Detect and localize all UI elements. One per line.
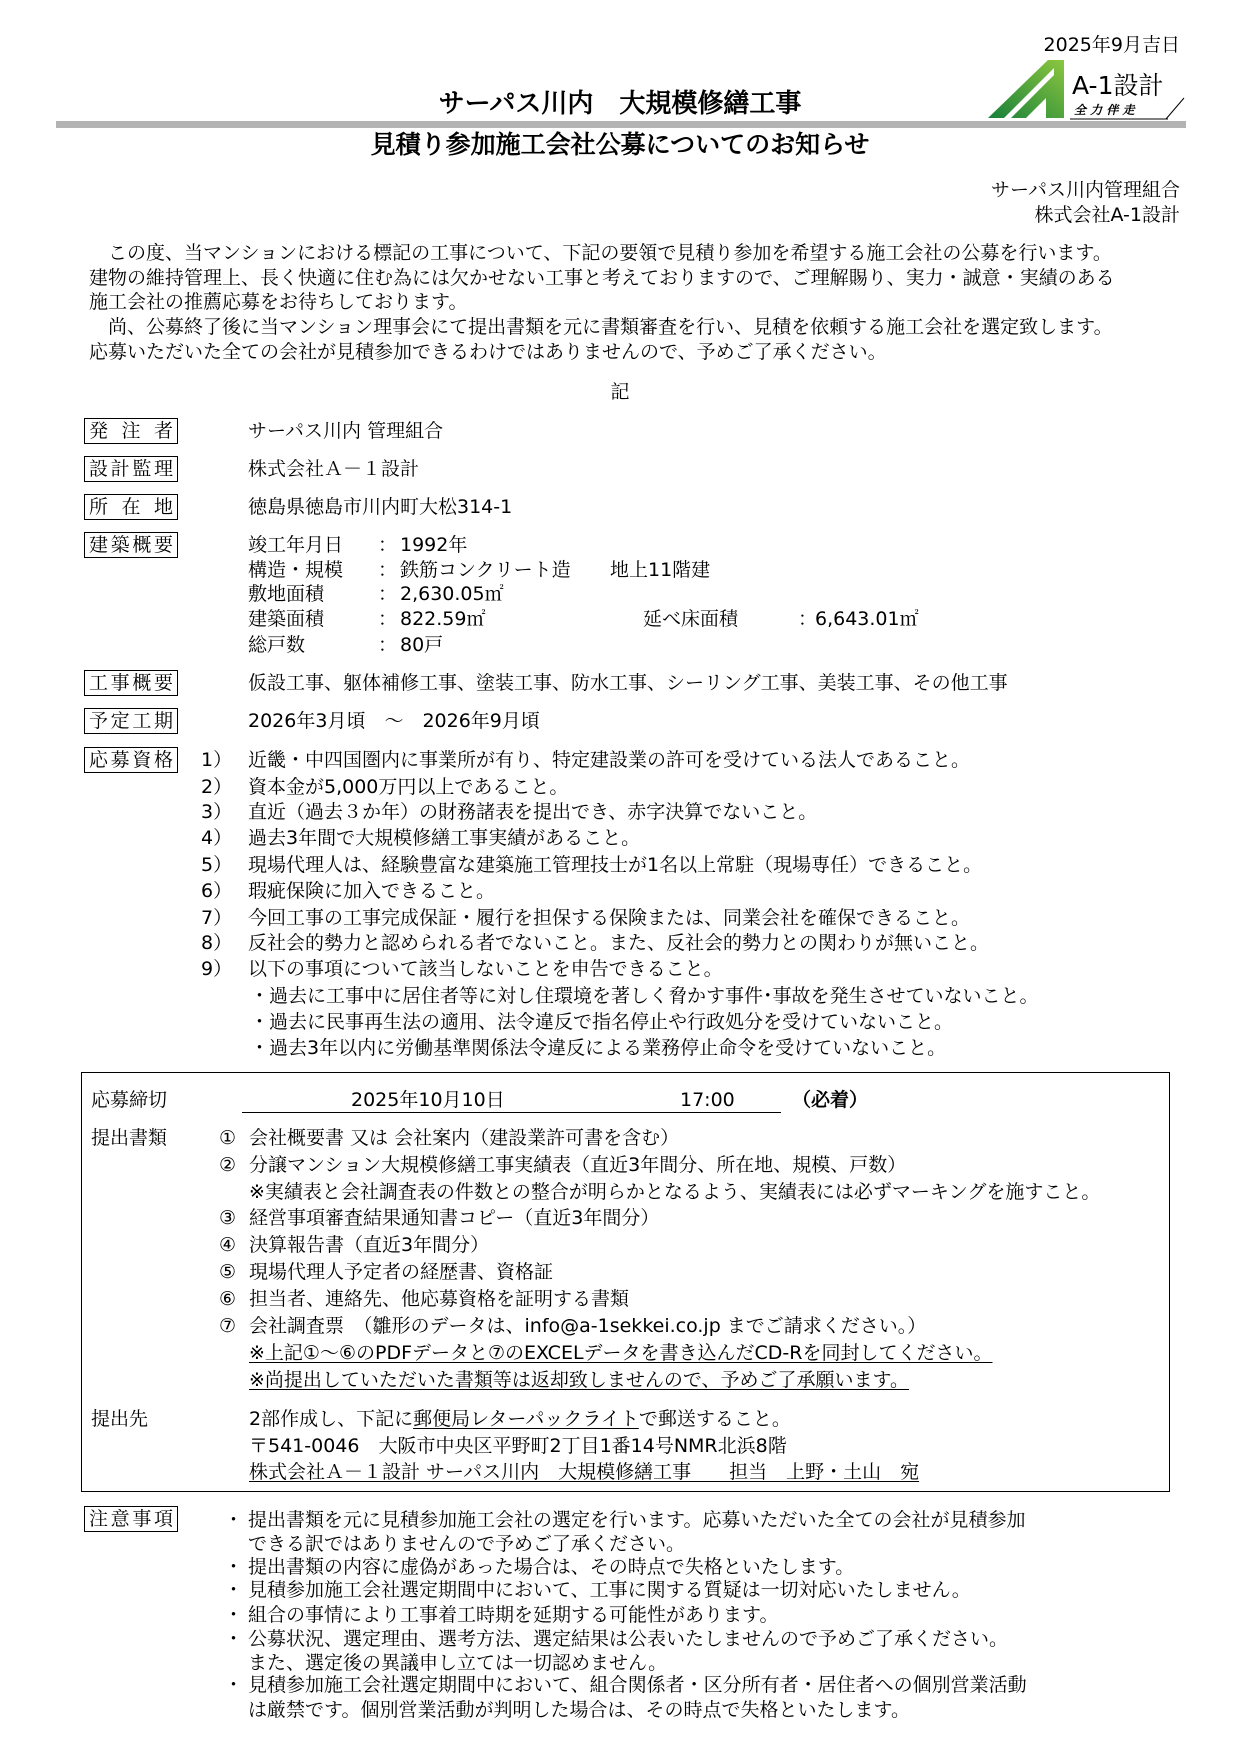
intro-line: この度、当マンションにおける標記の工事について、下記の要領で見積り参加を希望する施工会社の公募を行います。 bbox=[108, 242, 1112, 264]
issuer-company: 株式会社A-1設計 bbox=[1034, 204, 1180, 226]
structure-label: 構造・規模 bbox=[248, 559, 344, 581]
note-line: 公募状況、選定理由、選考方法、選定結果は公表いたしませんので予めご了承ください。 bbox=[248, 1628, 1009, 1650]
note-line: 見積参加施工会社選定期間中において、組合関係者・区分所有者・居住者への個別営業活動 bbox=[248, 1674, 1027, 1696]
bullet-icon: ・ bbox=[224, 1604, 244, 1626]
bullet-icon: ・ bbox=[224, 1628, 244, 1650]
client-label: 発 注 者 bbox=[84, 418, 178, 444]
notes-label: 注意事項 bbox=[84, 1506, 178, 1532]
separator: ： bbox=[378, 534, 398, 556]
qualification-text: 反社会的勢力と認められる者でないこと。また、反社会的勢力との関わりが無いこと。 bbox=[248, 932, 990, 954]
qualification-number: 9） bbox=[201, 958, 233, 980]
destination-label: 提出先 bbox=[91, 1408, 149, 1430]
ki-heading: 記 bbox=[610, 381, 630, 403]
document-number: ② bbox=[219, 1154, 237, 1176]
total-floor-area-label: 延べ床面積 bbox=[643, 608, 739, 630]
documents-label: 提出書類 bbox=[91, 1127, 168, 1149]
intro-line: 応募いただいた全ての会社が見積参加できるわけではありませんので、予めご了承ください。 bbox=[89, 341, 887, 363]
qualification-text: 瑕疵保険に加入できること。 bbox=[248, 880, 496, 902]
qualification-number: 8） bbox=[201, 932, 233, 954]
note-line: 組合の事情により工事着工時期を延期する可能性があります。 bbox=[248, 1604, 779, 1626]
mail-method: 郵便局レターパックライト bbox=[413, 1408, 639, 1430]
bullet-icon: ・ bbox=[224, 1509, 244, 1531]
design-supervision-value: 株式会社Ａ－１設計 bbox=[248, 458, 420, 480]
building-area-label: 建築面積 bbox=[248, 608, 325, 630]
qualification-number: 1） bbox=[201, 749, 233, 771]
separator: ： bbox=[378, 559, 398, 581]
bullet-icon: ・ bbox=[224, 1579, 244, 1601]
note-line: は厳禁です。個別営業活動が判明した場合は、その時点で失格といたします。 bbox=[248, 1699, 910, 1721]
document-text: 現場代理人予定者の経歴書、資格証 bbox=[249, 1261, 554, 1283]
qualification-text: 現場代理人は、経験豊富な建築施工管理技士が1名以上常駐（現場専任）できること。 bbox=[248, 854, 983, 876]
qualification-sub-item: ・過去に民事再生法の適用、法令違反で指名停止や行政処分を受けていないこと。 bbox=[250, 1011, 954, 1033]
location-value: 徳島県徳島市川内町大松314-1 bbox=[248, 496, 513, 518]
completion-value: 1992年 bbox=[400, 534, 468, 556]
destination-addressee: 株式会社Ａ－１設計 サーパス川内 大規模修繕工事 担当 上野・土山 宛 bbox=[249, 1461, 920, 1483]
note-line: 見積参加施工会社選定期間中において、工事に関する質疑は一切対応いたしません。 bbox=[248, 1579, 971, 1601]
instruction-before: 2部作成し、下記に bbox=[249, 1408, 414, 1430]
completion-label: 竣工年月日 bbox=[248, 534, 344, 556]
units-value: 80戸 bbox=[400, 634, 444, 656]
note-line: 提出書類の内容に虚偽があった場合は、その時点で失格といたします。 bbox=[248, 1556, 855, 1578]
document-number: ⑦ bbox=[219, 1315, 237, 1337]
building-area-value: 822.59㎡ bbox=[400, 608, 486, 630]
logo-tagline: 全 力 伴 走 bbox=[1074, 103, 1135, 117]
bullet-icon: ・ bbox=[224, 1556, 244, 1578]
document-text: 担当者、連絡先、他応募資格を証明する書類 bbox=[249, 1288, 630, 1310]
deadline-time: 17:00 bbox=[680, 1089, 735, 1111]
document-number: ① bbox=[219, 1127, 237, 1149]
work-value: 仮設工事、躯体補修工事、塗装工事、防水工事、シーリング工事、美装工事、その他工事 bbox=[248, 672, 1008, 694]
qualifications-label: 応募資格 bbox=[84, 747, 178, 773]
note-line: 提出書類を元に見積参加施工会社の選定を行います。応募いただいた全ての会社が見積参加 bbox=[248, 1509, 1026, 1531]
destination-address: 〒541-0046 大阪市中央区平野町2丁目1番14号NMR北浜8階 bbox=[249, 1435, 787, 1457]
document-number: ⑤ bbox=[219, 1261, 237, 1283]
qualification-text: 今回工事の工事完成保証・履行を担保する保険または、同業会社を確保できること。 bbox=[248, 907, 971, 929]
location-label: 所 在 地 bbox=[84, 494, 178, 520]
floors-value: 地上11階建 bbox=[610, 559, 711, 581]
issue-date: 2025年9月吉日 bbox=[1043, 34, 1180, 56]
deadline-note: （必着） bbox=[792, 1089, 869, 1111]
document-number: ③ bbox=[219, 1207, 237, 1229]
qualification-text: 以下の事項について該当しないことを申告できること。 bbox=[248, 958, 723, 980]
destination-instruction bbox=[249, 1407, 791, 1431]
site-area-value: 2,630.05㎡ bbox=[400, 583, 504, 605]
qualification-text: 過去3年間で大規模修繕工事実績があること。 bbox=[248, 827, 641, 849]
design-supervision-label: 設計監理 bbox=[84, 456, 178, 482]
issuer-association: サーパス川内管理組合 bbox=[990, 179, 1180, 201]
qualification-sub-item: ・過去に工事中に居住者等に対し住環境を著しく脅かす事件･事故を発生させていないこと。 bbox=[250, 985, 1039, 1007]
intro-line: 施工会社の推薦応募をお待ちしております。 bbox=[89, 291, 468, 313]
document-text: 経営事項審査結果通知書コピー（直近3年間分） bbox=[249, 1207, 660, 1229]
site-area-label: 敷地面積 bbox=[248, 583, 325, 605]
page-title: サーパス川内 大規模修繕工事 bbox=[438, 89, 802, 119]
qualification-text: 直近（過去３か年）の財務諸表を提出でき、赤字決算でないこと。 bbox=[248, 801, 818, 823]
units-label: 総戸数 bbox=[248, 634, 306, 656]
intro-line: 建物の維持管理上、長く快適に住む為には欠かせない工事と考えておりますので、ご理解賜り、実力・誠意・実績のある bbox=[89, 267, 1115, 289]
total-floor-area-value: 6,643.01㎡ bbox=[815, 608, 919, 630]
work-label: 工事概要 bbox=[84, 670, 178, 696]
structure-value: 鉄筋コンクリート造 bbox=[400, 559, 571, 581]
qualification-number: 2） bbox=[201, 776, 233, 798]
deadline-date: 2025年10月10日 bbox=[351, 1089, 505, 1111]
intro-line: 尚、公募終了後に当マンション理事会にて提出書類を元に書類審査を行い、見積を依頼する施工会社を選定致します。 bbox=[108, 316, 1113, 338]
document-text: 分譲マンション大規模修繕工事実績表（直近3年間分、所在地、規模、戸数） bbox=[249, 1154, 907, 1176]
separator: ： bbox=[378, 583, 398, 605]
document-number: ④ bbox=[219, 1234, 237, 1256]
page-subtitle: 見積り参加施工会社公募についてのお知らせ bbox=[370, 130, 870, 159]
client-value: サーパス川内 管理組合 bbox=[248, 420, 444, 442]
schedule-label: 予定工期 bbox=[84, 708, 178, 734]
note-line: できる訳ではありませんので予めご了承ください。 bbox=[248, 1533, 686, 1555]
marking-note: ※実績表と会社調査表の件数との整合が明らかとなるよう、実績表には必ずマーキングを施すこと。 bbox=[249, 1181, 1101, 1203]
qualification-number: 3） bbox=[201, 801, 233, 823]
instruction-after: で郵送すること。 bbox=[638, 1408, 791, 1430]
document-number: ⑥ bbox=[219, 1288, 237, 1310]
qualification-number: 4） bbox=[201, 827, 233, 849]
qualification-number: 7） bbox=[201, 907, 233, 929]
deadline-underline bbox=[242, 1112, 781, 1113]
logo-name: A-1設計 bbox=[1072, 71, 1164, 100]
separator: ： bbox=[378, 634, 398, 656]
deadline-label: 応募締切 bbox=[91, 1089, 168, 1111]
title-divider bbox=[56, 121, 1186, 128]
document-text: 会社概要書 又は 会社案内（建設業許可書を含む） bbox=[249, 1127, 680, 1149]
qualification-number: 5） bbox=[201, 854, 233, 876]
qualification-text: 資本金が5,000万円以上であること。 bbox=[248, 776, 569, 798]
return-note: ※尚提出していただいた書類等は返却致しませんので、予めご了承願います。 bbox=[249, 1369, 910, 1391]
schedule-value: 2026年3月頃 ～ 2026年9月頃 bbox=[248, 710, 540, 732]
qualification-text: 近畿・中四国圏内に事業所が有り、特定建設業の許可を受けている法人であること。 bbox=[248, 749, 971, 771]
cd-note: ※上記①～⑥のPDFデータと⑦のEXCELデータを書き込んだCD-Rを同封してください。 bbox=[249, 1342, 993, 1364]
separator: ： bbox=[378, 608, 398, 630]
application-box bbox=[81, 1072, 1170, 1492]
separator: ： bbox=[798, 608, 818, 630]
building-label: 建築概要 bbox=[84, 532, 178, 558]
document-text: 決算報告書（直近3年間分） bbox=[249, 1234, 490, 1256]
qualification-number: 6） bbox=[201, 880, 233, 902]
note-line: また、選定後の異議申し立ては一切認めません。 bbox=[248, 1652, 668, 1674]
bullet-icon: ・ bbox=[224, 1674, 244, 1696]
document-text: 会社調査票 （雛形のデータは、info@a-1sekkei.co.jp までご請求ください。） bbox=[249, 1315, 927, 1337]
qualification-sub-item: ・過去3年以内に労働基準関係法令違反による業務停止命令を受けていないこと。 bbox=[250, 1037, 947, 1059]
